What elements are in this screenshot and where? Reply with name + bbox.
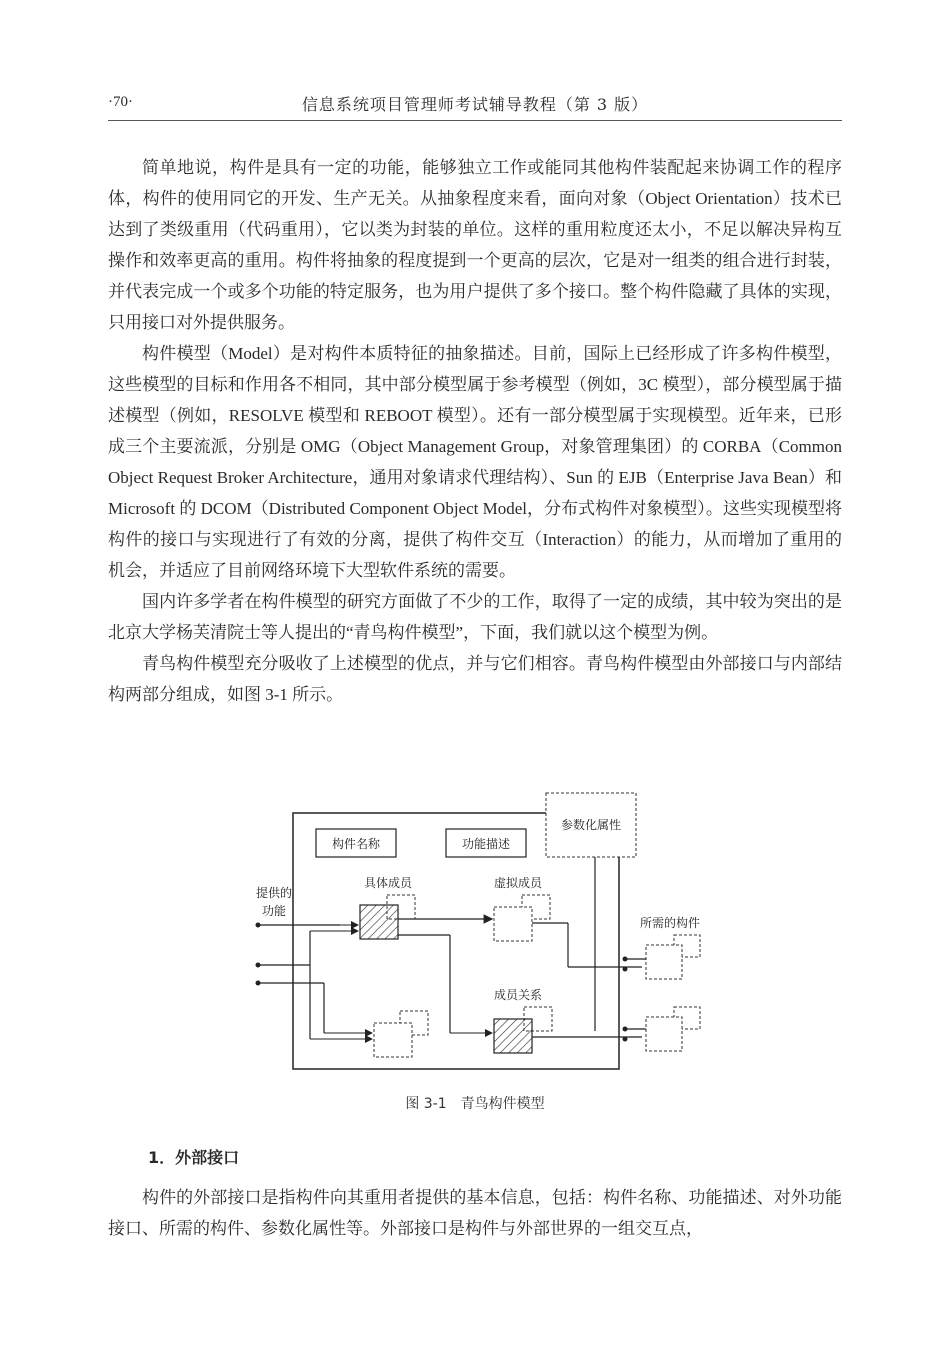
concrete-member-label: 具体成员 (363, 876, 413, 890)
paragraph-4: 青鸟构件模型充分吸收了上述模型的优点，并与它们相容。青鸟构件模型由外部接口与内部结构两部分组成，如图 3-1 所示。 (108, 654, 842, 704)
running-title: 信息系统项目管理师考试辅导教程（第 3 版） (301, 95, 649, 114)
section-paragraph: 构件的外部接口是指构件向其重用者提供的基本信息，包括：构件名称、功能描述、对外功能接口、所需的构件、参数化属性等。外部接口是构件与外部世界的一组交互点， (108, 1188, 842, 1238)
concrete-member-hatched (360, 905, 398, 939)
virtual-member-dashed-front (494, 907, 532, 941)
required-component-label: 所需的构件 (639, 916, 701, 930)
member-relation-hatched (494, 1019, 532, 1053)
section-title: 1．外部接口 (148, 1148, 240, 1167)
paragraph-2: 构件模型（Model）是对构件本质特征的抽象描述。目前，国际上已经形成了许多构件模型，这些模型的目标和作用各不相同，其中部分模型属于参考模型（例如，3C 模型），部分模型属于描述模型（例如，RESOLVE 模型和 REBOOT 模型）。还有一部分模型属于实现模型。近年来，已形成三个主要流派，分别是 OMG（Object Management Group，对象管理集团）的 CORBA（Common Object Request Broker Architecture，通用对象请求代理结构）、Sun 的 EJB（Enterprise Java Bean）和 Microsoft 的 DCOM（Distributed Component Object Model，分布式构件对象模型）。这些实现模型将构件的接口与实现进行了有效的分离，提供了构件交互（Interaction）的能力，从而增加了重用的机会，并适应了目前网络环境下大型软件系统的需要。 (108, 344, 842, 580)
provided-func-label-2: 功能 (261, 904, 287, 918)
figure-3-1 (250, 785, 730, 1085)
component-model-diagram (250, 785, 730, 1085)
param-attr-label: 参数化属性 (560, 818, 622, 832)
page-header (108, 92, 842, 121)
function-desc-label: 功能描述 (461, 837, 511, 851)
paragraph-1: 简单地说，构件是具有一定的功能，能够独立工作或能同其他构件装配起来协调工作的程序体，构件的使用同它的开发、生产无关。从抽象程度来看，面向对象（Object Orientation）技术已达到了类级重用（代码重用），它以类为封装的单位。这样的重用粒度还太小，不足以解决异构互操作和效率更高的重用。构件将抽象的程度提到一个更高的层次，它是对一组类的组合进行封装，并代表完成一个或多个功能的特定服务，也为用户提供了多个接口。整个构件隐藏了具体的实现，只用接口对外提供服务。 (108, 158, 842, 332)
component-name-label: 构件名称 (331, 837, 381, 851)
virtual-member-label: 虚拟成员 (493, 876, 543, 890)
page-number: ·70· (108, 94, 133, 110)
member-relation-label: 成员关系 (493, 988, 543, 1002)
body-text-section (108, 1182, 842, 1244)
required-component-1-front (646, 945, 682, 979)
provided-func-label-1: 提供的 (255, 886, 293, 900)
paragraph-3: 国内许多学者在构件模型的研究方面做了不少的工作，取得了一定的成绩，其中较为突出的是北京大学杨芙清院士等人提出的“青鸟构件模型”，下面，我们就以这个模型为例。 (108, 592, 842, 642)
required-component-2-front (646, 1017, 682, 1051)
lower-member-dashed-front (374, 1023, 412, 1057)
figure-caption: 图 3-1 青鸟构件模型 (405, 1096, 545, 1112)
body-text (108, 152, 842, 710)
